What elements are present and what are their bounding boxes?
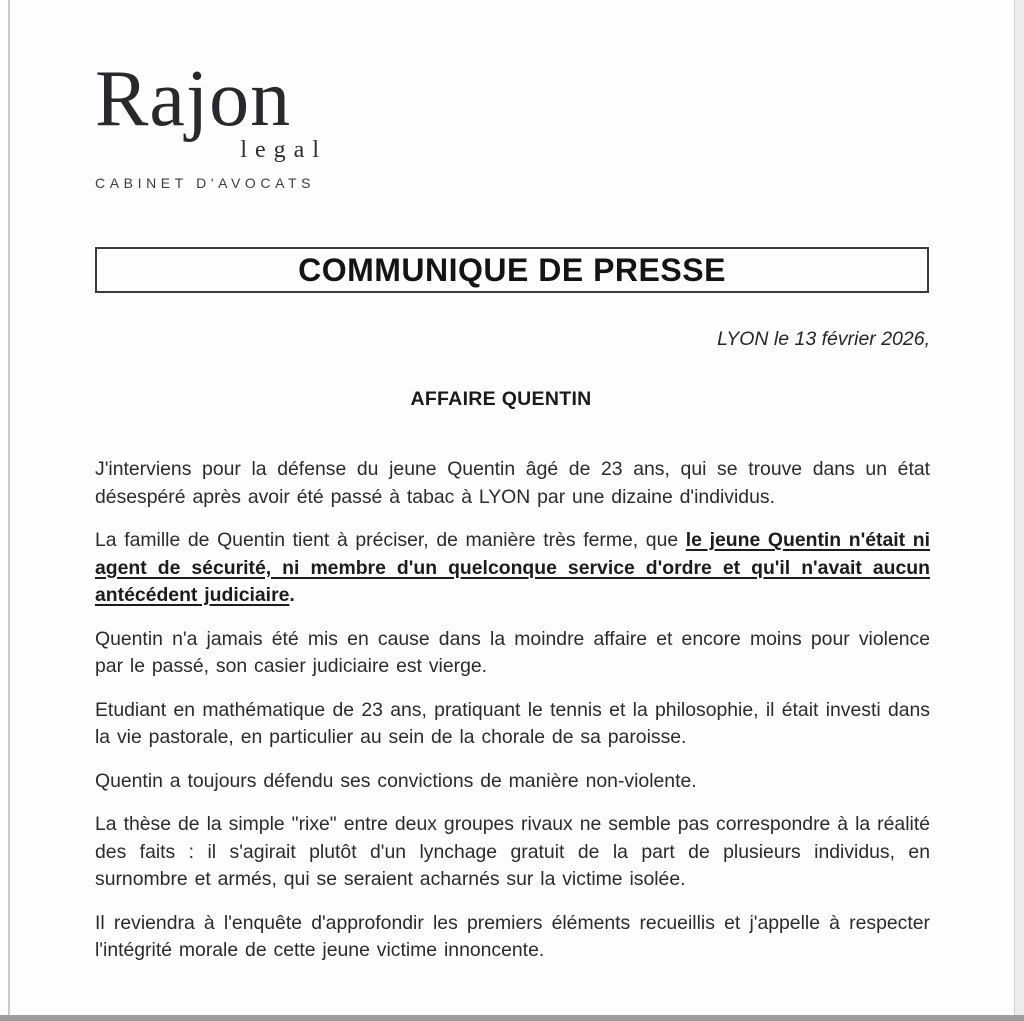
- paragraph-segment: Quentin n'a jamais été mis en cause dans la moindre affaire et encore moins pour violence par le passé, son casier judiciaire est vierge.: [95, 627, 930, 677]
- paragraph-segment: le jeune Quentin n'était ni agent de sécurité, ni membre d'un quelconque service d'ordre et qu'il n'avait aucun antécédent judiciaire: [95, 529, 930, 606]
- page-bottom-edge-bar: [0, 1015, 1024, 1021]
- press-release-banner: [95, 247, 929, 293]
- logo-name: Rajon: [95, 55, 292, 143]
- banner-title: COMMUNIQUE DE PRESSE: [298, 252, 726, 288]
- paragraph-segment: .: [289, 584, 295, 606]
- case-title: AFFAIRE QUENTIN: [410, 388, 592, 410]
- paragraph-1: [95, 456, 930, 511]
- page-left-edge-line: [8, 0, 10, 1021]
- dateline: LYON le 13 février 2026,: [717, 328, 930, 350]
- paragraph-segment: Quentin a toujours défendu ses convictions de manière non-violente.: [95, 769, 697, 792]
- paragraph-5: [95, 768, 930, 796]
- paragraph-6: [95, 811, 930, 894]
- logo-tagline: CABINET D'AVOCATS: [95, 175, 316, 191]
- paragraph-4: [95, 697, 930, 752]
- press-release-body: [95, 456, 930, 981]
- paragraph-segment: J'interviens pour la défense du jeune Quentin âgé de 23 ans, qui se trouve dans un état désespéré après avoir été passé à tabac à LYON par une dizaine d'individus.: [95, 458, 930, 508]
- page-right-edge-strip: [1014, 0, 1024, 1021]
- paragraph-7: [95, 910, 930, 965]
- logo-subtitle: legal: [240, 137, 327, 163]
- paragraph-2: [95, 527, 930, 610]
- paragraph-segment: Il reviendra à l'enquête d'approfondir les premiers éléments recueillis et j'appelle à respecter l'intégrité morale de cette jeune victime innoncente.: [95, 911, 930, 961]
- paragraph-segment: La thèse de la simple "rixe" entre deux groupes rivaux ne semble pas correspondre à la réalité des faits : il s'agirait plutôt d'un lynchage gratuit de la part de plusieurs individus, en surnombre et armés, qui se seraient acharnés sur la victime isolée.: [95, 813, 930, 890]
- paragraph-3: [95, 626, 930, 681]
- law-firm-logo: [95, 55, 327, 191]
- paragraph-segment: Etudiant en mathématique de 23 ans, pratiquant le tennis et la philosophie, il était investi dans la vie pastorale, en particulier au sein de la chorale de sa paroisse.: [95, 698, 930, 748]
- paragraph-segment: La famille de Quentin tient à préciser, de manière très ferme, que: [95, 529, 686, 551]
